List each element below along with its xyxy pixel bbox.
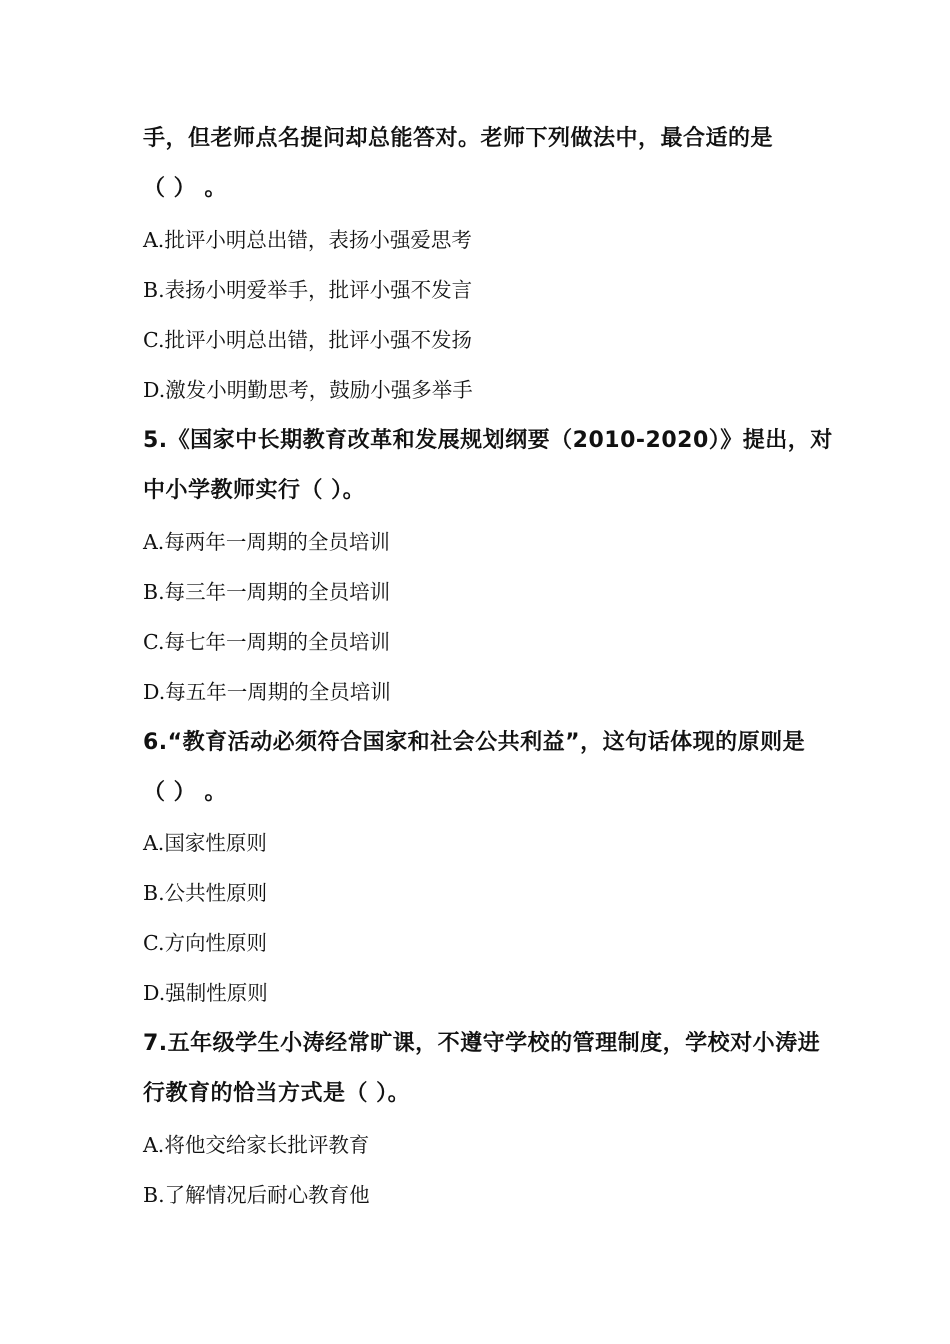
question-4-option-c: C.批评小明总出错，批评小强不发扬 — [143, 328, 472, 352]
question-4-stem-line-2: （ ） 。 — [143, 176, 227, 201]
question-4-option-b: B.表扬小明爱举手，批评小强不发言 — [143, 278, 473, 302]
question-6-stem-line-2: （ ） 。 — [143, 780, 227, 805]
question-6-option-a: A.国家性原则 — [143, 831, 267, 855]
question-5-option-b: B.每三年一周期的全员培训 — [143, 580, 391, 604]
question-7-stem-line-2: 行教育的恰当方式是（ ）。 — [143, 1081, 411, 1106]
question-7-option-b: B.了解情况后耐心教育他 — [143, 1183, 370, 1207]
question-6-option-b: B.公共性原则 — [143, 881, 268, 905]
question-5-option-c: C.每七年一周期的全员培训 — [143, 630, 390, 654]
question-7-stem-line-1: 7.五年级学生小涛经常旷课，不遵守学校的管理制度，学校对小涛进 — [143, 1031, 821, 1056]
question-5-stem-line-2: 中小学教师实行（ ）。 — [143, 478, 366, 503]
question-4-option-a: A.批评小明总出错，表扬小强爱思考 — [143, 228, 472, 252]
question-6-option-d: D.强制性原则 — [143, 981, 268, 1005]
question-4-option-d: D.激发小明勤思考，鼓励小强多举手 — [143, 378, 473, 402]
question-5-stem-line-1: 5.《国家中长期教育改革和发展规划纲要（2010-2020）》提出，对 — [143, 428, 833, 453]
question-6-option-c: C.方向性原则 — [143, 931, 267, 955]
question-5-option-a: A.每两年一周期的全员培训 — [143, 530, 390, 554]
question-7-option-a: A.将他交给家长批评教育 — [143, 1133, 370, 1157]
question-4-stem-line-1: 手，但老师点名提问却总能答对。老师下列做法中，最合适的是 — [143, 126, 774, 151]
question-5-option-d: D.每五年一周期的全员培训 — [143, 680, 391, 704]
question-6-stem-line-1: 6.“教育活动必须符合国家和社会公共利益”，这句话体现的原则是 — [143, 730, 806, 755]
